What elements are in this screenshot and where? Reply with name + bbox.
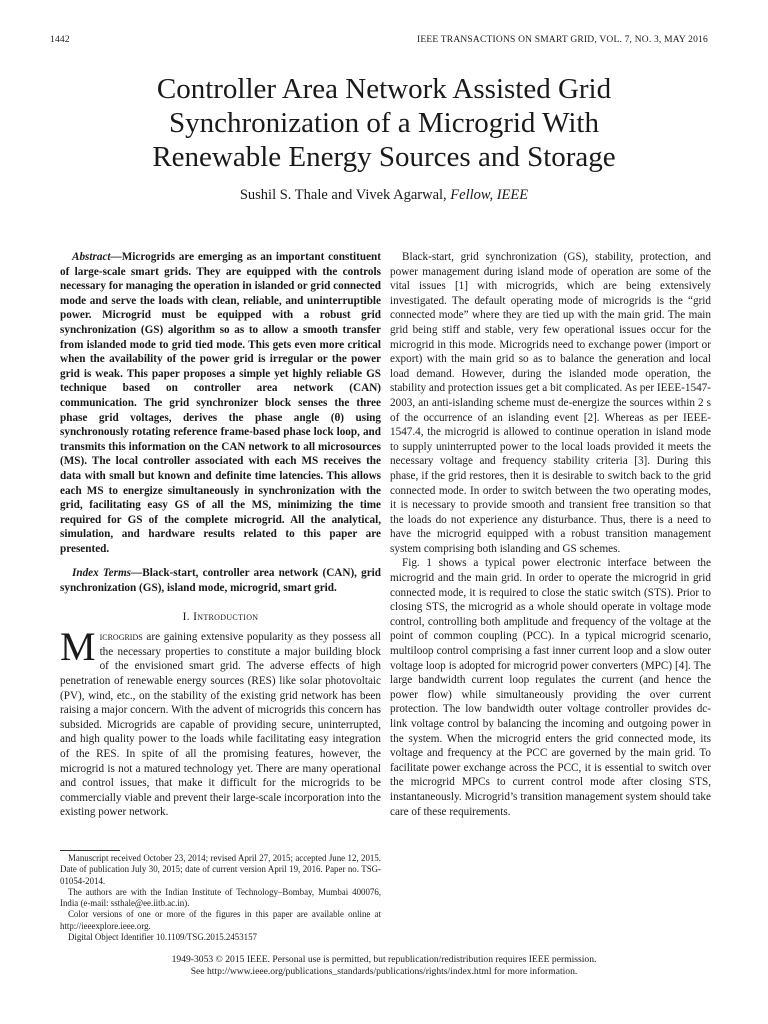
abstract — [60, 250, 381, 556]
index-terms-label: Index Terms— — [72, 567, 143, 580]
copyright-line: 1949-3053 © 2015 IEEE. Personal use is permitted, but republication/redistribution requires IEEE permission. — [171, 954, 597, 965]
drop-cap: M — [60, 624, 96, 670]
paper-title — [60, 72, 708, 174]
body-paragraph: Black-start, grid synchronization (GS), stability, protection, and power management during island mode of operation are some of the vital issues [1] with microgrids, which are being extensively investigated. The default operating mode of microgrids is the “grid connected mode” where they are tied up with the main grid. The main grid being stiff and stable, very few operational issues occur for the microgrid in this mode. Microgrids need to exchange power (import or export) with the main grid so as to balance the generation and local load demand. However, during the islanded mode operation, the stability and protection issues get a bit complicated. As per IEEE-1547-2003, an anti-islanding scheme must de-energize the sources within 2 s of the occurrence of an islanding event [2]. Whereas as per IEEE-1547.4, the microgrid is allowed to continue operation in island mode to supply uninterrupted power to the local loads provided it meets the necessary voltage and frequency stability criteria [3]. During this phase, if the grid restores, then it is desirable to switch back to the grid connected mode. In order to switch between the two operating modes, it is necessary to provide smooth and transient free transition so that the loads do not experience any disturbance. Thus, there is a need to have the microgrid equipped with a robust transition management system comprising both islanding and GS schemes. — [390, 251, 711, 555]
section-title: Introduction — [193, 610, 259, 623]
intro-paragraph — [60, 624, 381, 820]
intro-first-word: icrogrids — [99, 631, 143, 644]
index-terms-label-text: Index Terms — [72, 567, 132, 580]
footnote-affiliation: The authors are with the Indian Institute of Technology–Bombay, Mumbai 400076, India (e-mail: ssthale@ee.iitb.ac.in). — [60, 886, 381, 909]
title-line: Renewable Energy Sources and Storage — [152, 141, 616, 173]
author-names: Sushil S. Thale and Vivek Agarwal, — [239, 187, 451, 203]
title-line: Controller Area Network Assisted Grid — [156, 73, 612, 105]
title-line: Synchronization of a Microgrid With — [169, 107, 599, 139]
abstract-text: Microgrids are emerging as an important constituent of large-scale smart grids. They are equipped with the controls necessary for managing the operation in islanded or grid connected mode and serve the loads with clean, reliable, and uninterruptible power. Microgrid must be equipped with a robust grid synchronization (GS) algorithm so as to allow a smooth transfer from islanded mode to grid tied mode. This gets even more critical when the availability of the power grid is irregular or the power grid is weak. This paper proposes a simple yet highly reliable GS technique based on controller area network (CAN) communication. The grid synchronizer block senses the three phase grid voltages, derives the phase angle (θ) using synchronously rotating reference frame-based phase lock loop, and transmits this information on the CAN network to all microsources (MS). The local controller associated with each MS receives the data with small but known and definite time latencies. This allows each MS to energize simultaneously in synchronization with the grid, facilitating easy GS of all the MS, minimizing the time required for GS of the complete microgrid. All the analytical, simulation, and hardware results related to this paper are presented. — [60, 251, 381, 555]
page-number: 1442 — [50, 35, 70, 45]
copyright-rights-line: See http://www.ieee.org/publications_standards/publications/rights/index.html for more information. — [190, 966, 578, 977]
index-terms-text: Black-start, controller area network (CAN), grid synchronization (GS), island mode, microgrid, smart grid. — [60, 567, 381, 595]
abstract-label-text: Abstract — [72, 251, 111, 263]
author-fellow: Fellow, IEEE — [450, 187, 529, 203]
right-column — [390, 250, 711, 819]
section-heading — [60, 610, 381, 625]
body-paragraph: Fig. 1 shows a typical power electronic interface between the microgrid and the main grid. In order to operate the microgrid in grid connected mode, it is required to close the static switch (STS). Prior to closing STS, the microgrid as a whole should operate in voltage mode control, controlling both amplitude and frequency of the voltage at the point of common coupling (PCC). In a typical microgrid scenario, multiloop control comprising a fast inner current loop and a slow outer voltage loop is adopted for microgrid power converters (MPC) [4]. The large bandwidth current loop regulates the current (and hence the power flow) while simultaneously providing the over current protection. The low bandwidth outer voltage controller provides dc-link voltage control by balancing the incoming and outgoing power in the system. When the microgrid enters the grid connected mode, its voltage and frequency at the PCC are governed by the main grid. To facilitate power exchange across the PCC, it is essential to switch over the microgrid MPCs to current control mode after closing STS, instantaneously. Microgrid’s transition management system should take care of these requirements. — [390, 557, 711, 818]
intro-text: are gaining extensive popularity as they possess all the necessary properties to constitute a major building block of the envisioned smart grid. The adverse effects of high penetration of renewable energy sources (RES) like solar photovoltaic (PV), wind, etc., on the stability of the existing grid network has been raising a major concern. With the advent of microgrids this concern has subsided. Microgrids are capable of providing secure, uninterrupted, and high quality power to the loads while facilitating easy integration of the RES. In spite of all the promising features, however, the microgrid is not a matured technology yet. There are many operational and control issues, that make it difficult for the microgrids to be commercially viable and prevent their large-scale incorporation into the existing power network. — [60, 631, 381, 819]
left-column — [60, 250, 381, 820]
footnote-doi: Digital Object Identifier 10.1109/TSG.2015.2453157 — [68, 932, 257, 943]
footnote-divider — [60, 850, 120, 851]
journal-running-head: IEEE TRANSACTIONS ON SMART GRID, VOL. 7, NO. 3, MAY 2016 — [417, 35, 708, 45]
footnote-manuscript: Manuscript received October 23, 2014; revised April 27, 2015; accepted June 12, 2015. Date of publication July 30, 2015; date of current version April 19, 2016. Paper no. TSG-01054-2014. — [60, 853, 381, 886]
index-terms — [60, 566, 381, 595]
abstract-label: Abstract— — [72, 251, 122, 263]
footnote-color: Color versions of one or more of the figures in this paper are available online at http://ieeexplore.ieee.org. — [60, 909, 381, 931]
copyright-notice — [60, 954, 708, 978]
footnotes — [60, 853, 381, 943]
section-numeral: I. — [182, 610, 194, 623]
author-line — [60, 187, 708, 204]
